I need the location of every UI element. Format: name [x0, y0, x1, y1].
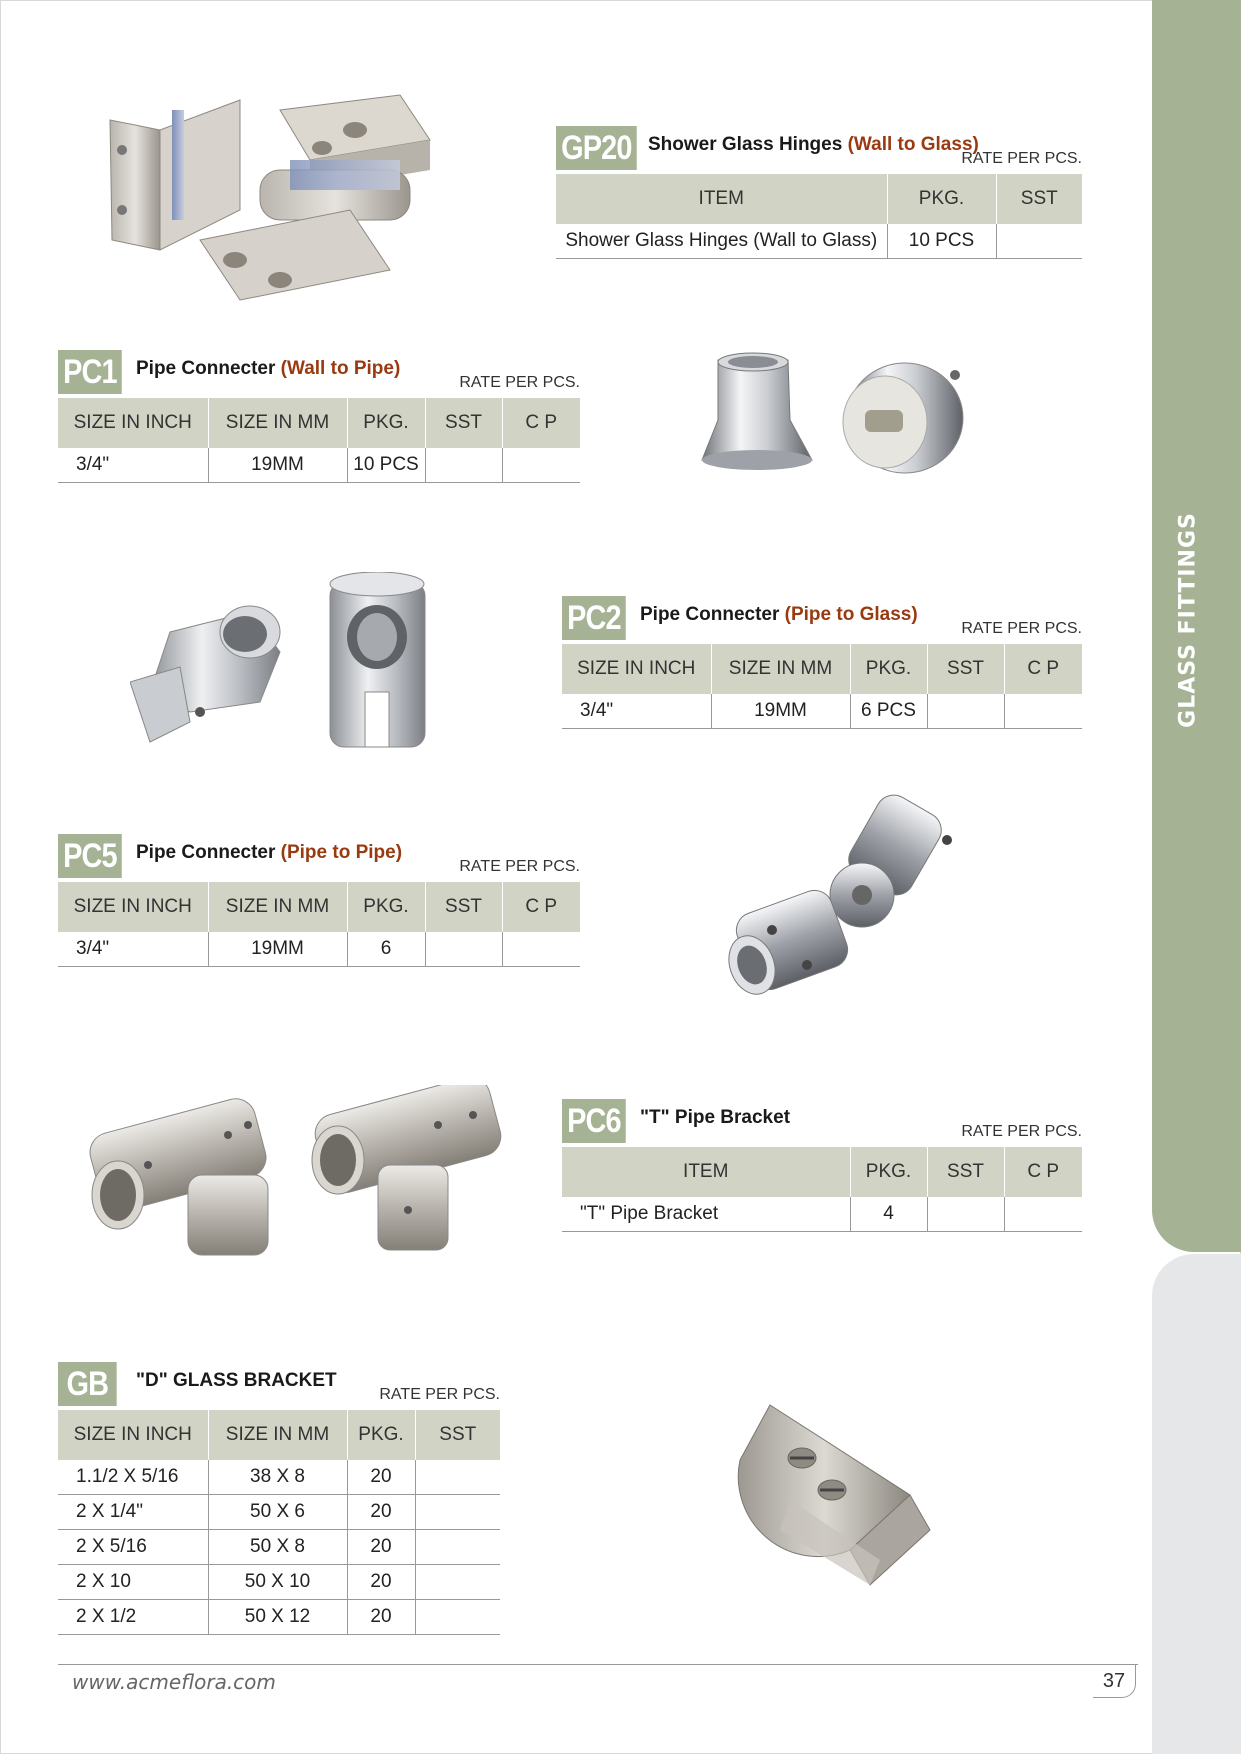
column-header: PKG. [850, 644, 927, 694]
column-header: ITEM [562, 1147, 850, 1197]
spec-table [58, 882, 580, 967]
page-number: 37 [1093, 1665, 1136, 1698]
product-pc6 [562, 1099, 1082, 1232]
product-pc2 [562, 596, 1082, 729]
column-header: C P [1004, 1147, 1082, 1197]
column-header: SIZE IN INCH [58, 1410, 208, 1460]
table-row: 3/4" 19MM 6 [58, 932, 580, 967]
rate-label: RATE PER PCS. [961, 150, 1082, 167]
column-header: PKG. [850, 1147, 927, 1197]
column-header: SIZE IN MM [208, 1410, 347, 1460]
column-header: SST [415, 1410, 500, 1460]
pipe-connecter-glass-photo [130, 572, 430, 752]
column-header: SST [996, 174, 1082, 224]
column-header: PKG. [347, 398, 425, 448]
table-row: 2 X 1/4" 50 X 6 20 [58, 1495, 500, 1530]
column-header: SST [425, 882, 502, 932]
table-row: 1.1/2 X 5/16 38 X 8 20 [58, 1460, 500, 1495]
column-header: SIZE IN MM [208, 398, 347, 448]
product-code: GP20 [556, 126, 637, 170]
product-title: Pipe Connecter (Wall to Pipe) [136, 358, 401, 379]
column-header: SIZE IN MM [711, 644, 850, 694]
table-row: 3/4" 19MM 10 PCS [58, 448, 580, 483]
column-header: C P [1004, 644, 1082, 694]
spec-table [556, 174, 1082, 259]
column-header: C P [502, 882, 580, 932]
spec-table [562, 644, 1082, 729]
product-code: PC5 [58, 834, 122, 878]
product-code: PC1 [58, 350, 122, 394]
pipe-connecter-wall-photo [700, 350, 970, 480]
table-row: 2 X 5/16 50 X 8 20 [58, 1530, 500, 1565]
product-pc1 [58, 350, 580, 483]
table-row: "T" Pipe Bracket 4 [562, 1197, 1082, 1232]
table-row: Shower Glass Hinges (Wall to Glass) 10 PCS [556, 224, 1082, 259]
section-tab-lower [1152, 1254, 1241, 1754]
table-row: 3/4" 19MM 6 PCS [562, 694, 1082, 729]
product-title: Pipe Connecter (Pipe to Pipe) [136, 842, 403, 863]
product-title: Pipe Connecter (Pipe to Glass) [640, 604, 918, 625]
footer-divider [58, 1664, 1138, 1665]
spec-table [58, 398, 580, 483]
rate-label: RATE PER PCS. [961, 1123, 1082, 1140]
column-header: SST [927, 644, 1004, 694]
column-header: PKG. [887, 174, 996, 224]
product-gb [58, 1362, 500, 1635]
spec-table [58, 1410, 500, 1635]
product-code: GB [58, 1362, 117, 1406]
footer-url: www.acmeflora.com [72, 1670, 276, 1694]
column-header: SIZE IN INCH [58, 398, 208, 448]
table-row: 2 X 1/2 50 X 12 20 [58, 1600, 500, 1635]
spec-table [562, 1147, 1082, 1232]
rate-label: RATE PER PCS. [961, 620, 1082, 637]
column-header: PKG. [347, 882, 425, 932]
rate-label: RATE PER PCS. [459, 858, 580, 875]
product-gp20 [556, 126, 1082, 259]
product-title: Shower Glass Hinges (Wall to Glass) [648, 134, 979, 155]
d-glass-bracket-photo [730, 1400, 940, 1590]
t-pipe-bracket-photo [88, 1085, 508, 1265]
column-header: ITEM [556, 174, 887, 224]
column-header: SIZE IN MM [208, 882, 347, 932]
rate-label: RATE PER PCS. [459, 374, 580, 391]
product-code: PC2 [562, 596, 626, 640]
product-title: "D" GLASS BRACKET [136, 1370, 337, 1391]
column-header: SIZE IN INCH [58, 882, 208, 932]
product-title: "T" Pipe Bracket [640, 1107, 791, 1128]
column-header: PKG. [347, 1410, 415, 1460]
column-header: SIZE IN INCH [562, 644, 711, 694]
column-header: C P [502, 398, 580, 448]
column-header: SST [425, 398, 502, 448]
shower-glass-hinge-photo [100, 60, 470, 320]
pipe-connecter-pipe-photo [712, 790, 982, 1010]
product-pc5 [58, 834, 580, 967]
column-header: SST [927, 1147, 1004, 1197]
product-code: PC6 [562, 1099, 626, 1143]
table-row: 2 X 10 50 X 10 20 [58, 1565, 500, 1600]
rate-label: RATE PER PCS. [379, 1386, 500, 1403]
